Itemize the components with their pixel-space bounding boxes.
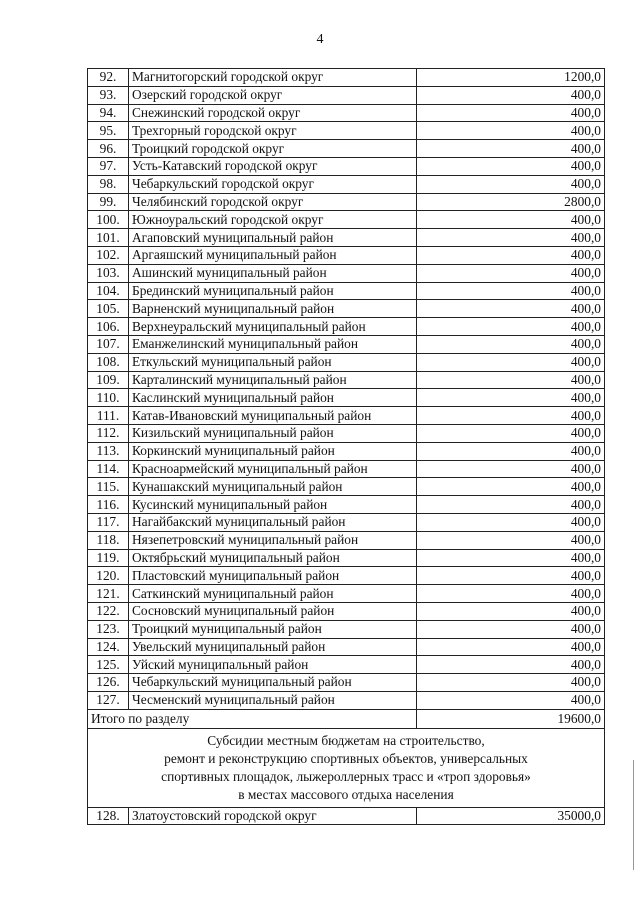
row-value: 400,0	[417, 335, 605, 353]
scan-edge-line	[633, 760, 634, 870]
section-heading-line: в местах массового отдыха населения	[238, 786, 454, 802]
table-row	[88, 585, 605, 603]
table-row	[88, 478, 605, 496]
row-number: 126.	[88, 674, 129, 692]
table-row	[88, 691, 605, 709]
section-heading-line: спортивных площадок, лыжероллерных трасс и «троп здоровья»	[161, 768, 531, 784]
row-name: Снежинский городской округ	[129, 104, 417, 122]
row-value: 400,0	[417, 175, 605, 193]
row-number: 109.	[88, 371, 129, 389]
row-value: 400,0	[417, 602, 605, 620]
row-number: 124.	[88, 638, 129, 656]
table-row	[88, 407, 605, 425]
row-name: Ашинский муниципальный район	[129, 264, 417, 282]
row-value: 400,0	[417, 140, 605, 158]
row-name: Златоустовский городской округ	[129, 807, 417, 825]
table-row	[88, 175, 605, 193]
row-number: 96.	[88, 140, 129, 158]
table-row	[88, 602, 605, 620]
row-value: 400,0	[417, 656, 605, 674]
section-heading-line: Субсидии местным бюджетам на строительство,	[207, 732, 485, 748]
row-number: 116.	[88, 496, 129, 514]
row-name: Кизильский муниципальный район	[129, 424, 417, 442]
row-name: Каслинский муниципальный район	[129, 389, 417, 407]
row-value: 400,0	[417, 246, 605, 264]
section-heading-line: ремонт и реконструкцию спортивных объектов, универсальных	[164, 750, 528, 766]
row-value: 400,0	[417, 407, 605, 425]
row-number: 121.	[88, 585, 129, 603]
row-value: 400,0	[417, 318, 605, 336]
row-name: Чебаркульский муниципальный район	[129, 674, 417, 692]
row-value: 400,0	[417, 371, 605, 389]
table-row	[88, 513, 605, 531]
row-value: 400,0	[417, 157, 605, 175]
row-name: Чебаркульский городской округ	[129, 175, 417, 193]
row-name: Коркинский муниципальный район	[129, 442, 417, 460]
row-number: 95.	[88, 122, 129, 140]
row-number: 93.	[88, 86, 129, 104]
page-number: 4	[316, 32, 324, 47]
row-name: Кунашакский муниципальный район	[129, 478, 417, 496]
row-value: 400,0	[417, 389, 605, 407]
row-value: 1200,0	[417, 69, 605, 87]
row-name: Карталинский муниципальный район	[129, 371, 417, 389]
row-value: 400,0	[417, 353, 605, 371]
table-row	[88, 620, 605, 638]
table-body	[88, 69, 605, 710]
row-number: 120.	[88, 567, 129, 585]
row-name: Агаповский муниципальный район	[129, 229, 417, 247]
row-name: Октябрьский муниципальный район	[129, 549, 417, 567]
row-number: 105.	[88, 300, 129, 318]
row-value: 400,0	[417, 513, 605, 531]
row-number: 99.	[88, 193, 129, 211]
row-value: 400,0	[417, 282, 605, 300]
row-number: 104.	[88, 282, 129, 300]
row-name: Трехгорный городской округ	[129, 122, 417, 140]
row-name: Еманжелинский муниципальный район	[129, 335, 417, 353]
table-row	[88, 807, 605, 825]
row-value: 400,0	[417, 585, 605, 603]
row-number: 106.	[88, 318, 129, 336]
subsidy-table	[87, 68, 605, 825]
row-name: Южноуральский городской округ	[129, 211, 417, 229]
table-row	[88, 335, 605, 353]
row-number: 92.	[88, 69, 129, 87]
row-name: Верхнеуральский муниципальный район	[129, 318, 417, 336]
row-value: 400,0	[417, 691, 605, 709]
row-value: 2800,0	[417, 193, 605, 211]
row-name: Челябинский городской округ	[129, 193, 417, 211]
section-heading	[88, 728, 605, 807]
total-value: 19600,0	[417, 709, 605, 728]
table-row	[88, 318, 605, 336]
row-number: 114.	[88, 460, 129, 478]
table-row	[88, 531, 605, 549]
row-name: Кусинский муниципальный район	[129, 496, 417, 514]
table-row	[88, 300, 605, 318]
row-value: 400,0	[417, 549, 605, 567]
table-row	[88, 86, 605, 104]
row-name: Нязепетровский муниципальный район	[129, 531, 417, 549]
row-number: 97.	[88, 157, 129, 175]
row-value: 400,0	[417, 478, 605, 496]
row-name: Аргаяшский муниципальный район	[129, 246, 417, 264]
table-row	[88, 638, 605, 656]
row-number: 110.	[88, 389, 129, 407]
table-row	[88, 229, 605, 247]
row-number: 111.	[88, 407, 129, 425]
table-row	[88, 442, 605, 460]
table-row	[88, 424, 605, 442]
row-number: 102.	[88, 246, 129, 264]
row-number: 125.	[88, 656, 129, 674]
row-name: Катав-Ивановский муниципальный район	[129, 407, 417, 425]
row-name: Уйский муниципальный район	[129, 656, 417, 674]
row-value: 400,0	[417, 104, 605, 122]
row-name: Красноармейский муниципальный район	[129, 460, 417, 478]
row-number: 113.	[88, 442, 129, 460]
row-value: 400,0	[417, 638, 605, 656]
row-name: Саткинский муниципальный район	[129, 585, 417, 603]
row-name: Брединский муниципальный район	[129, 282, 417, 300]
row-name: Пластовский муниципальный район	[129, 567, 417, 585]
table-row	[88, 69, 605, 87]
table-row	[88, 353, 605, 371]
table-row	[88, 122, 605, 140]
row-value: 400,0	[417, 674, 605, 692]
table-row	[88, 193, 605, 211]
table-row	[88, 157, 605, 175]
table-row	[88, 282, 605, 300]
row-number: 112.	[88, 424, 129, 442]
table-row	[88, 656, 605, 674]
row-name: Сосновский муниципальный район	[129, 602, 417, 620]
row-value: 400,0	[417, 567, 605, 585]
row-number: 107.	[88, 335, 129, 353]
total-row	[88, 709, 605, 728]
row-value: 400,0	[417, 460, 605, 478]
total-label: Итого по разделу	[88, 709, 417, 728]
row-name: Озерский городской округ	[129, 86, 417, 104]
row-name: Усть-Катавский городской округ	[129, 157, 417, 175]
table-row	[88, 496, 605, 514]
row-value: 35000,0	[417, 807, 605, 825]
row-number: 117.	[88, 513, 129, 531]
row-value: 400,0	[417, 86, 605, 104]
row-value: 400,0	[417, 620, 605, 638]
row-name: Увельский муниципальный район	[129, 638, 417, 656]
row-number: 98.	[88, 175, 129, 193]
table-row	[88, 246, 605, 264]
table-row	[88, 549, 605, 567]
row-name: Еткульский муниципальный район	[129, 353, 417, 371]
table-row	[88, 389, 605, 407]
row-number: 123.	[88, 620, 129, 638]
row-number: 119.	[88, 549, 129, 567]
row-number: 101.	[88, 229, 129, 247]
row-value: 400,0	[417, 300, 605, 318]
row-value: 400,0	[417, 424, 605, 442]
table-row	[88, 264, 605, 282]
row-value: 400,0	[417, 496, 605, 514]
table-row	[88, 460, 605, 478]
row-name: Варненский муниципальный район	[129, 300, 417, 318]
table-row	[88, 140, 605, 158]
row-name: Нагайбакский муниципальный район	[129, 513, 417, 531]
row-value: 400,0	[417, 211, 605, 229]
row-name: Троицкий городской округ	[129, 140, 417, 158]
row-number: 94.	[88, 104, 129, 122]
row-number: 100.	[88, 211, 129, 229]
table-row	[88, 104, 605, 122]
row-name: Троицкий муниципальный район	[129, 620, 417, 638]
row-number: 122.	[88, 602, 129, 620]
section-heading-row	[88, 728, 605, 807]
row-number: 127.	[88, 691, 129, 709]
row-value: 400,0	[417, 229, 605, 247]
table-row	[88, 674, 605, 692]
row-name: Магнитогорский городской округ	[129, 69, 417, 87]
row-value: 400,0	[417, 122, 605, 140]
row-number: 118.	[88, 531, 129, 549]
row-number: 103.	[88, 264, 129, 282]
table-row	[88, 371, 605, 389]
row-value: 400,0	[417, 531, 605, 549]
table-row	[88, 211, 605, 229]
row-number: 108.	[88, 353, 129, 371]
row-value: 400,0	[417, 264, 605, 282]
table-row	[88, 567, 605, 585]
row-value: 400,0	[417, 442, 605, 460]
row-number: 115.	[88, 478, 129, 496]
row-number: 128.	[88, 807, 129, 825]
row-name: Чесменский муниципальный район	[129, 691, 417, 709]
